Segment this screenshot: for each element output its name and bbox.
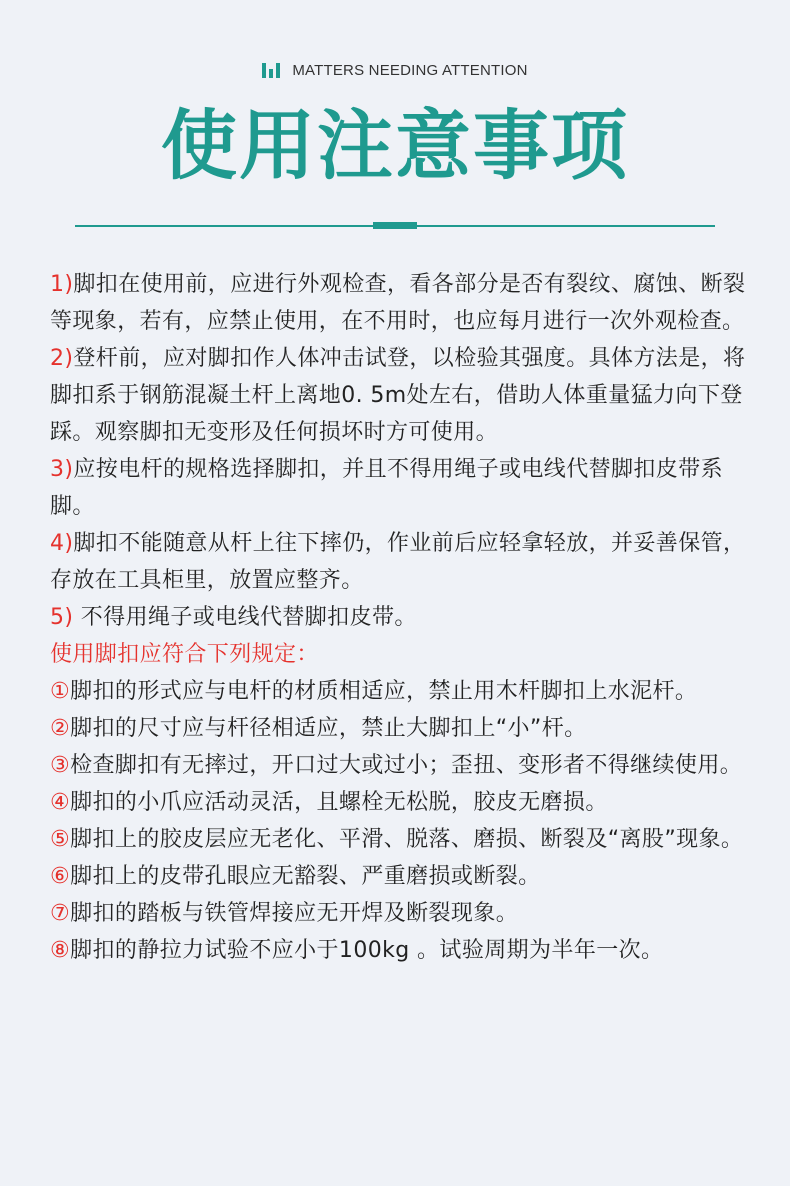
rule-number: ④ bbox=[50, 790, 71, 815]
rule-item bbox=[50, 747, 748, 784]
list-item bbox=[50, 340, 748, 451]
rules-heading: 使用脚扣应符合下列规定： bbox=[50, 642, 319, 667]
item-text: 脚扣在使用前，应进行外观检查，看各部分是否有裂纹、腐蚀、断裂等现象，若有，应禁止使用，在不用时，也应每月进行一次外观检查。 bbox=[50, 272, 746, 334]
rule-item bbox=[50, 821, 748, 858]
rule-text: 检查脚扣有无摔过，开口过大或过小；歪扭、变形者不得继续使用。 bbox=[70, 753, 743, 778]
rule-item bbox=[50, 932, 748, 969]
header-tag-text: MATTERS NEEDING ATTENTION bbox=[292, 61, 528, 79]
list-item bbox=[50, 266, 748, 340]
rule-text: 脚扣的静拉力试验不应小于100kg 。试验周期为半年一次。 bbox=[70, 938, 664, 963]
rule-item bbox=[50, 895, 748, 932]
item-text: 应按电杆的规格选择脚扣，并且不得用绳子或电线代替脚扣皮带系脚。 bbox=[50, 457, 723, 519]
item-text: 不得用绳子或电线代替脚扣皮带。 bbox=[73, 605, 417, 630]
item-number: 4) bbox=[50, 531, 74, 556]
rule-number: ⑤ bbox=[50, 827, 71, 852]
list-item bbox=[50, 525, 748, 599]
rule-number: ① bbox=[50, 679, 71, 704]
rule-number: ⑥ bbox=[50, 864, 71, 889]
rule-text: 脚扣的踏板与铁管焊接应无开焊及断裂现象。 bbox=[70, 901, 519, 926]
rule-item bbox=[50, 858, 748, 895]
item-text: 登杆前，应对脚扣作人体冲击试登，以检验其强度。具体方法是，将脚扣系于钢筋混凝土杆上离地0. 5m处左右，借助人体重量猛力向下登踩。观察脚扣无变形及任何损坏时方可使用。 bbox=[50, 346, 746, 445]
item-number: 2) bbox=[50, 346, 74, 371]
item-number: 1) bbox=[50, 272, 74, 297]
list-item bbox=[50, 451, 748, 525]
rule-number: ⑦ bbox=[50, 901, 71, 926]
rule-text: 脚扣的形式应与电杆的材质相适应，禁止用木杆脚扣上水泥杆。 bbox=[70, 679, 698, 704]
rule-number: ③ bbox=[50, 753, 71, 778]
rule-text: 脚扣上的胶皮层应无老化、平滑、脱落、磨损、断裂及“离股”现象。 bbox=[70, 827, 744, 852]
divider-accent bbox=[373, 222, 417, 229]
rule-item bbox=[50, 673, 748, 710]
bar-chart-icon bbox=[262, 62, 280, 78]
item-text: 脚扣不能随意从杆上往下摔仍，作业前后应轻拿轻放，并妥善保管，存放在工具柜里，放置应整齐。 bbox=[50, 531, 746, 593]
rule-number: ⑧ bbox=[50, 938, 71, 963]
rule-item bbox=[50, 710, 748, 747]
rule-item bbox=[50, 784, 748, 821]
rule-text: 脚扣的小爪应活动灵活，且螺栓无松脱，胶皮无磨损。 bbox=[70, 790, 608, 815]
header-tag bbox=[0, 60, 790, 80]
rule-text: 脚扣的尺寸应与杆径相适应，禁止大脚扣上“小”杆。 bbox=[70, 716, 587, 741]
item-number: 3) bbox=[50, 457, 74, 482]
list-item bbox=[50, 599, 748, 636]
rule-number: ② bbox=[50, 716, 71, 741]
rule-text: 脚扣上的皮带孔眼应无豁裂、严重磨损或断裂。 bbox=[70, 864, 541, 889]
item-number: 5) bbox=[50, 605, 74, 630]
page-title: 使用注意事项 bbox=[161, 101, 629, 190]
content-body bbox=[50, 266, 748, 969]
